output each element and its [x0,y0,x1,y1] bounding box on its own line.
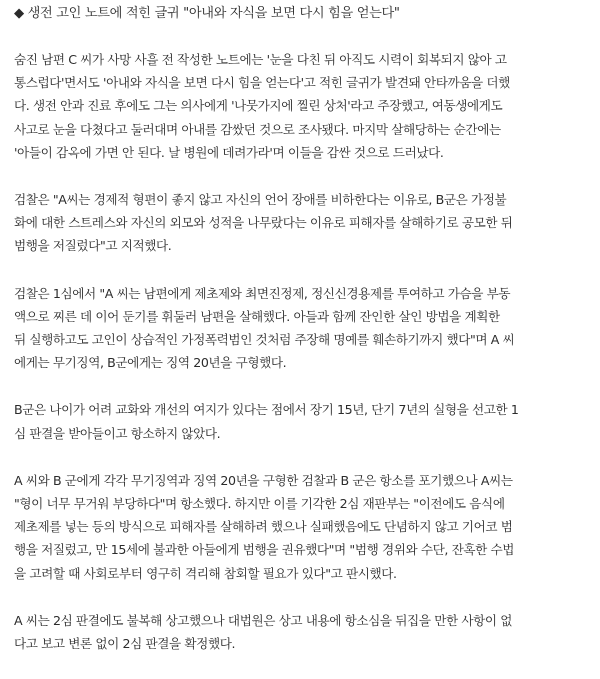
section-heading: ◆ 생전 고인 노트에 적힌 글귀 "아내와 자식을 보면 다시 힘을 얻는다" [14,6,400,21]
paragraph-line: B군은 나이가 어려 교화와 개선의 여지가 있다는 점에서 장기 15년, 단기 7년의 실형을 선고한 1 [14,402,519,418]
paragraph-line: 심 판결을 받아들이고 항소하지 않았다. [14,425,221,441]
paragraph-line: '아들이 감옥에 가면 안 된다. 날 병원에 데려가라'며 이들을 감싼 것으로 드러났다. [14,144,444,160]
paragraph-line: 액으로 찌른 데 이어 둔기를 휘둘러 남편을 살해했다. 아들과 함께 잔인한 살인 방법을 계획한 [14,308,500,324]
paragraph-line: 검찰은 1심에서 "A 씨는 남편에게 제초제와 최면진정제, 정신신경용제를 투여하고 가슴을 부동 [14,285,511,301]
paragraph-line: 통스럽다'면서도 '아내와 자식을 보면 다시 힘을 얻는다'고 적힌 글귀가 발견돼 안타까움을 더했 [14,75,510,91]
paragraph-2 [14,188,592,258]
paragraph-6 [14,609,592,655]
paragraph-line: 제초제를 넣는 등의 방식으로 피해자를 살해하려 했으나 실패했음에도 단념하지 않고 기어코 범 [14,519,513,535]
paragraph-line: 다. 생전 안과 진료 후에도 그는 의사에게 '나뭇가지에 찔린 상처'라고 주장했고, 여동생에게도 [14,98,503,114]
paragraph-1 [14,48,592,164]
paragraph-line: A 씨와 B 군에게 각각 무기징역과 징역 20년을 구형한 검찰과 B 군은 항소를 포기했으나 A씨는 [14,472,513,488]
paragraph-line: 뒤 실행하고도 고인이 상습적인 가정폭력범인 것처럼 주장해 명예를 훼손하기까지 했다"며 A 씨 [14,332,515,348]
paragraph-4 [14,398,592,444]
paragraph-line: 화에 대한 스트레스와 자신의 외모와 성적을 나무랐다는 이유로 피해자를 살해하기로 공모한 뒤 [14,215,513,231]
paragraph-line: 사고로 눈을 다쳤다고 둘러대며 아내를 감쌌던 것으로 조사됐다. 마지막 살해당하는 순간에는 [14,121,501,137]
paragraph-line: 행을 저질렀고, 만 15세에 불과한 아들에게 범행을 권유했다"며 "범행 경위와 수단, 잔혹한 수법 [14,542,515,558]
paragraph-line: 범행을 저질렀다"고 지적했다. [14,238,172,254]
article-body [14,4,592,679]
paragraph-3 [14,282,592,375]
paragraph-line: 을 고려할 때 사회로부터 영구히 격리해 참회할 필요가 있다"고 판시했다. [14,565,397,581]
paragraph-5 [14,469,592,585]
paragraph-line: 에게는 무기징역, B군에게는 징역 20년을 구형했다. [14,355,287,371]
paragraph-line: 다고 보고 변론 없이 2심 판결을 확정했다. [14,636,236,652]
paragraph-line: 검찰은 "A씨는 경제적 형편이 좋지 않고 자신의 언어 장애를 비하한다는 이유로, B군은 가정불 [14,192,507,208]
paragraph-line: A 씨는 2심 판결에도 불복해 상고했으나 대법원은 상고 내용에 항소심을 뒤집을 만한 사항이 없 [14,612,512,628]
paragraph-line: 숨진 남편 C 씨가 사망 사흘 전 작성한 노트에는 '눈을 다친 뒤 아직도 시력이 회복되지 않아 고 [14,52,507,67]
paragraph-line: "형이 너무 무거워 부당하다"며 항소했다. 하지만 이를 기각한 2심 재판부는 "이전에도 음식에 [14,496,505,512]
